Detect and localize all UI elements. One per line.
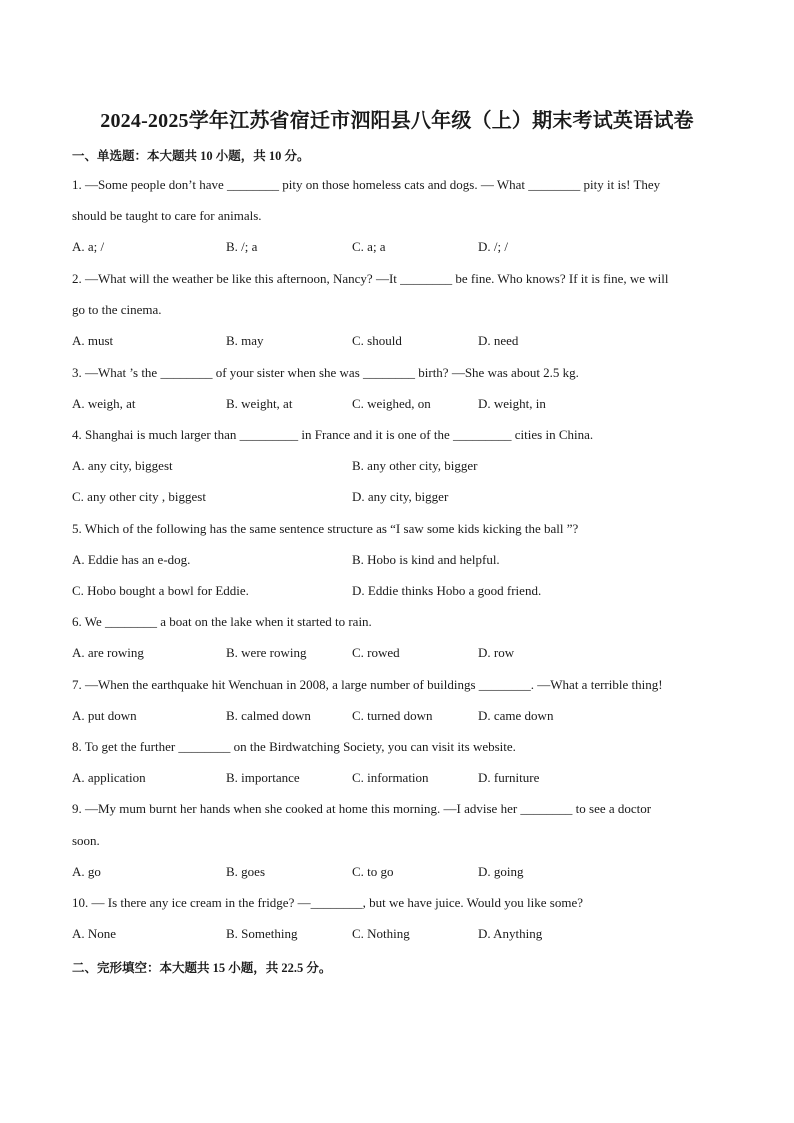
question-8-option-d: D. furniture [478, 770, 540, 785]
question-4-option-a: A. any city, biggest [72, 458, 173, 473]
question-3-option-a: A. weigh, at [72, 396, 136, 411]
question-7-option-d: D. came down [478, 708, 554, 723]
question-7-option-b: B. calmed down [226, 708, 311, 723]
question-10-option-c: C. Nothing [352, 926, 410, 941]
question-5-option-c: C. Hobo bought a bowl for Eddie. [72, 583, 249, 598]
question-1-option-d: D. /; / [478, 239, 508, 254]
question-1-option-c: C. a; a [352, 239, 386, 254]
question-8-option-b: B. importance [226, 770, 300, 785]
question-7-line-1: 7. —When the earthquake hit Wenchuan in 2008, a large number of buildings ________. —What a terrible thing! [72, 677, 663, 692]
question-9-option-c: C. to go [352, 864, 394, 879]
question-5-option-b: B. Hobo is kind and helpful. [352, 552, 500, 567]
question-9-option-b: B. goes [226, 864, 265, 879]
question-3-line-1: 3. —What ’s the ________ of your sister when she was ________ birth? —She was about 2.5 kg. [72, 365, 579, 380]
question-9-option-a: A. go [72, 864, 101, 879]
question-2-line-1: 2. —What will the weather be like this afternoon, Nancy? —It ________ be fine. Who knows? If it is fine, we will [72, 271, 669, 286]
question-5-option-d: D. Eddie thinks Hobo a good friend. [352, 583, 542, 598]
question-7-option-a: A. put down [72, 708, 137, 723]
question-9-line-2: soon. [72, 833, 100, 848]
question-10-option-b: B. Something [226, 926, 298, 941]
question-2-option-c: C. should [352, 333, 402, 348]
question-5-line-1: 5. Which of the following has the same sentence structure as “I saw some kids kicking the ball ”? [72, 521, 579, 536]
question-10-option-d: D. Anything [478, 926, 543, 941]
question-8-option-c: C. information [352, 770, 429, 785]
question-6-option-c: C. rowed [352, 645, 400, 660]
question-1-line-2: should be taught to care for animals. [72, 208, 262, 223]
question-1-line-1: 1. —Some people don’t have ________ pity on those homeless cats and dogs. — What ________ pity it is! They [72, 177, 661, 192]
question-9-line-1: 9. —My mum burnt her hands when she cooked at home this morning. —I advise her ________ to see a doctor [72, 801, 652, 816]
question-3-option-c: C. weighed, on [352, 396, 431, 411]
question-2-option-b: B. may [226, 333, 264, 348]
exam-title: 2024-2025学年江苏省宿迁市泗阳县八年级（上）期末考试英语试卷 [100, 110, 694, 132]
section-1-heading: 一、单选题：本大题共 10 小题，共 10 分。 [72, 149, 310, 163]
question-4-option-c: C. any other city , biggest [72, 489, 206, 504]
question-8-option-a: A. application [72, 770, 146, 785]
question-10-line-1: 10. — Is there any ice cream in the fridge? —________, but we have juice. Would you like some? [72, 895, 583, 910]
question-3-option-b: B. weight, at [226, 396, 293, 411]
question-10-option-a: A. None [72, 926, 117, 941]
question-6-line-1: 6. We ________ a boat on the lake when it started to rain. [72, 614, 372, 629]
section-2-heading: 二、完形填空：本大题共 15 小题，共 22.5 分。 [72, 961, 332, 975]
question-1-option-a: A. a; / [72, 239, 105, 254]
question-9-option-d: D. going [478, 864, 524, 879]
question-8-line-1: 8. To get the further ________ on the Birdwatching Society, you can visit its website. [72, 739, 516, 754]
question-7-option-c: C. turned down [352, 708, 433, 723]
question-3-option-d: D. weight, in [478, 396, 546, 411]
question-6-option-d: D. row [478, 645, 515, 660]
question-2-option-a: A. must [72, 333, 114, 348]
question-2-line-2: go to the cinema. [72, 302, 162, 317]
question-4-line-1: 4. Shanghai is much larger than _________ in France and it is one of the _________ cities in China. [72, 427, 594, 442]
question-4-option-b: B. any other city, bigger [352, 458, 478, 473]
question-2-option-d: D. need [478, 333, 519, 348]
question-5-option-a: A. Eddie has an e-dog. [72, 552, 191, 567]
question-6-option-a: A. are rowing [72, 645, 144, 660]
question-4-option-d: D. any city, bigger [352, 489, 449, 504]
question-1-option-b: B. /; a [226, 239, 258, 254]
question-6-option-b: B. were rowing [226, 645, 307, 660]
